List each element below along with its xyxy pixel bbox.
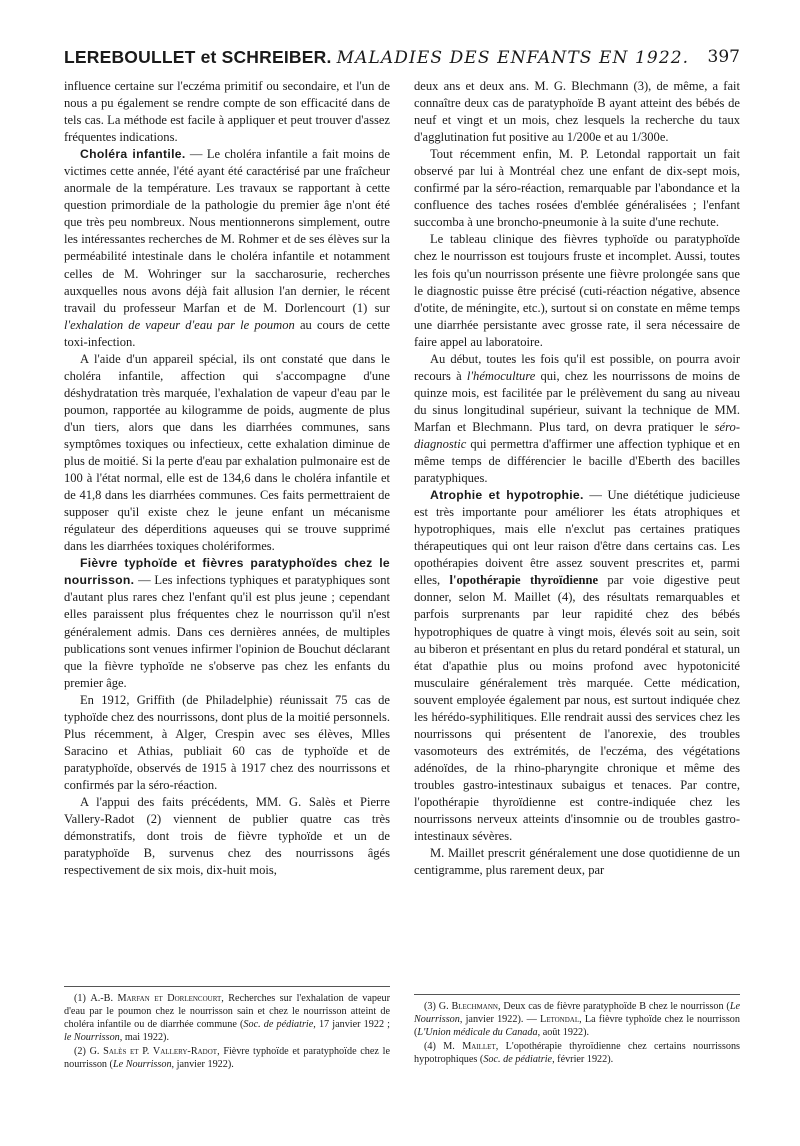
footnote-4: (4) M. Maillet, L'opothérapie thyroïdienne chez certains nourrissons hypotrophiques (Soc. de pédiatrie, février 1922). [414,1041,740,1066]
footnotes-right [414,1000,740,1067]
footnote-3: (3) G. Blechmann, Deux cas de fièvre paratyphoïde B chez le nourrisson (Le Nourrisson, janvier 1922). — Letondal, La fièvre typhoïde chez le nourrisson (L'Union médicale du Canada, août 1922). [414,1001,740,1039]
paragraph: M. Maillet prescrit généralement une dose quotidienne de un centigramme, plus rarement deux, par [414,846,740,878]
footnote-rule-right [414,994,740,995]
paragraph: deux ans et deux ans. M. G. Blechmann (3), de même, a fait connaître deux cas de paratyphoïde B ayant atteint des bébés de neuf et vingt et un mois, chez lesquels la recherche du taux d'agglutination fut positive au 1/200e et au 1/300e. [414,79,740,145]
header-authors: LEREBOULLET et SCHREIBER. [64,47,332,67]
paragraph: A l'aide d'un appareil spécial, ils ont constaté que dans le choléra infantile, affection qui s'accompagne d'une déshydratation très marquée, l'exhalation de vapeur d'eau par le poumon, rapportée au kilogramme de poids, augmente de plus d'un tiers, alors que dans les diarrhées communes, sans symptômes toxiques ou infectieux, cette exhalation diminue de plus de moitié. Si la perte d'eau par exhalation pulmonaire est de 100 à l'état normal, elle est de 134,6 dans le choléra infantile et de 41,8 dans les diarrhées communes. Ces faits permettraient de supposer qu'il existe chez le jeune enfant un mécanisme régulateur des déperditions aqueuses qui se trouve supprimé dans les diarrhées toxiques cholériformes. [64,351,390,554]
paragraph: Au début, toutes les fois qu'il est possible, on pourra avoir recours à l'hémoculture qui, chez les nourrissons de moins de quinze mois, est facilitée par le prélèvement du sang au niveau du sinus longitudinal supérieur, suivant la technique de MM. Marfan et Blechmann. Plus tard, on devra pratiquer le séro-diagnostic qui permettra d'affirmer une affection typhique et en même temps de différencier le bacille d'Eberth des bacilles paratyphiques. [414,351,740,486]
paragraph: Le tableau clinique des fièvres typhoïde ou paratyphoïde chez le nourrisson est toujours fruste et incomplet. Aussi, toutes les fois qu'un nourrisson présente une fièvre prolongée sans que le diagnostic puisse être précisé (cuti-réaction négative, absence d'otite, de méningite, etc.), surtout si on constate en même temps une diarrhée persistante avec grosse rate, il sera nécessaire de faire appel au laboratoire. [414,232,740,349]
left-column [64,78,390,879]
paragraph: En 1912, Griffith (de Philadelphie) réunissait 75 cas de typhoïde chez des nourrissons, dont plus de la moitié personnels. Plus récemment, à Alger, Crespin avec ses élèves, Mlles Saracino et Athias, publiait 60 cas de typhoïde et de paratyphoïde, observés de 1915 à 1917 chez des nourrissons et confirmés par la séro-réaction. [64,692,390,792]
footnote-1: (1) A.-B. Marfan et Dorlencourt, Recherches sur l'exhalation de vapeur d'eau par le poumon chez le nourrisson sain et chez le nourrisson atteint de choléra infantile ou de diarrhée commune (Soc. de pédiatrie, 17 janvier 1922 ; le Nourrisson, mai 1922). [64,993,391,1044]
section-heading-cholera: Choléra infantile. [80,147,186,162]
footnote-2: (2) G. Salès et P. Vallery-Radot, Fièvre typhoïde et paratyphoïde chez le nourrisson (Le Nourrisson, janvier 1922). [64,1046,390,1071]
section-heading-fievre: Fièvre typhoïde et fièvres paratyphoïdes chez le nourrisson. [64,556,390,588]
header-title: MALADIES DES ENFANTS EN 1922. [336,48,690,68]
footnotes-left [64,992,390,1073]
footnote-rule-left [64,986,390,987]
paragraph-fievre: Fièvre typhoïde et fièvres paratyphoïdes chez le nourrisson. — Les infections typhiques et paratyphiques sont d'autant plus rares chez l'enfant qu'il est plus jeune ; cependant elles paraissent plus fréquentes chez le nourrisson qu'il n'est généralement admis. Dans ces dernières années, de multiples publications sont venues infirmer l'opinion de Bouchut déclarant que la fièvre typhoïde ne s'observe pas chez les enfants du premier âge. [64,556,390,690]
right-column [414,78,740,879]
paragraph: influence certaine sur l'eczéma primitif ou secondaire, et l'un de nous a pu également se rendre compte de son efficacité dans de tels cas. La méthode est facile à appliquer et peut trouver d'assez fréquentes indications. [64,79,390,145]
paragraph: A l'appui des faits précédents, MM. G. Salès et Pierre Vallery-Radot (2) viennent de publier quatre cas très démonstratifs, dont trois de fièvre typhoïde et un de paratyphoïde B, survenus chez des nourrissons âgés respectivement de six mois, dix-huit mois, [64,794,390,878]
paragraph: Tout récemment enfin, M. P. Letondal rapportait un fait observé par lui à Montréal chez une enfant de dix-sept mois, confirmé par la séro-réaction, remarquable par l'abondance et la confluence des taches rosées d'emblée généralisées ; l'enfant succomba à une broncho-pneumonie à la suite d'une rechute. [414,147,740,230]
section-heading-atrophie: Atrophie et hypotrophie. [430,488,584,503]
page-number: 397 [707,47,740,67]
paragraph-atrophie: Atrophie et hypotrophie. — Une diététique judicieuse est très importante pour améliorer les états atrophiques et hypotrophiques, mais elle n'exclut pas certaines pratiques thérapeutiques qui ont leur raison d'être dans certains cas. Les opothérapies doivent être assez souvent prescrites et, parmi elles, l'opothérapie thyroïdienne par voie digestive peut donner, selon M. Maillet (4), des résultats remarquables et parfois surprenants par leur rapidité chez des bébés hypotrophiques de quatre à vingt mois, élevés soit au sein, soit au biberon et présentant en plus du retard pondéral et statural, un état d'apathie plus ou moins profond avec hypotonicité musculaire généralement très marquée. Cette médication, souvent employée également par nous, est surtout indiquée chez les hérédo-syphilitiques. Elle rendrait aussi des services chez les nourrissons qui présentent de l'anorexie, des troubles vasomoteurs des extrémités, de l'eczéma, des végétations adénoïdes, de la rhino-pharyngite chronique et même des troubles gastro-intestinaux subaigus et tenaces. Par contre, l'opothérapie thyroïdienne est contre-indiquée chez les nourrissons nerveux atteints d'insomnie ou de troubles gastro-intestinaux sévères. [414,488,740,844]
paragraph-cholera: Choléra infantile. — Le choléra infantile a fait moins de victimes cette année, l'été ayant été caractérisé par une fraîcheur anormale de la température. Les travaux se rapportant à cette question primordiale de la pathologie du premier âge n'ont été que très peu nombreux. Nous mentionnerons simplement, outre les intéressantes recherches de M. Rohmer et de ses élèves sur la perméabilité intestinale dans le choléra infantile et notamment celles de M. Wohringer sur la saccharosurie, recherches auxquelles nous avons déjà fait allusion l'an dernier, le récent travail du professeur Marfan et de M. Dorlencourt (1) sur l'exhalation de vapeur d'eau par le poumon au cours de cette toxi-infection. [64,147,390,349]
running-header [64,47,740,73]
